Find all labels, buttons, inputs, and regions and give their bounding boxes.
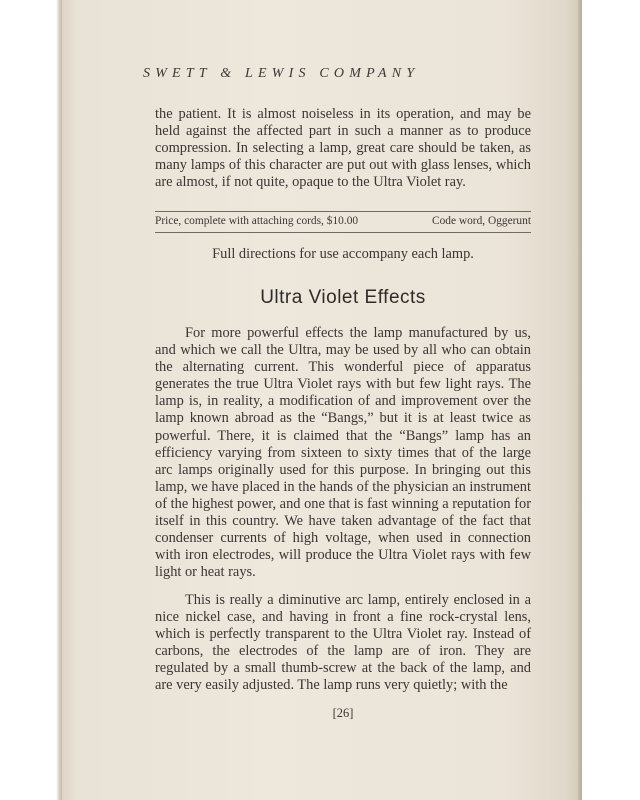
- price-line: Price, complete with attaching cords, $10.00: [155, 215, 359, 227]
- paragraph-arc-lamp: [155, 592, 531, 695]
- price-rule-top: [155, 211, 531, 212]
- running-header: SWETT & LEWIS COMPANY: [143, 66, 420, 81]
- continuation-paragraph: [155, 106, 531, 191]
- paragraph-1-text: For more powerful effects the lamp manufactured by us, and which we call the Ultra, may be used by all who can obtain the alternating current. This wonderful piece of apparatus generates the true Ultra Violet rays with but few light rays. The lamp is, in reality, a modification of and improvement over the lamp known abroad as the “Bangs,” but it is at least twice as powerful. There, it is claimed that the “Bangs” lamp has an efficiency varying from sixteen to sixty times that of the large arc lamps originally used for this purpose. In bringing out this lamp, we have placed in the hands of the physician an instrument of the highest power, and one that is fast winning a reputation for itself in this country. We have taken advantage of the fact that condenser currents of high voltage, when used in connection with iron electrodes, will produce the Ultra Violet rays with few light or heat rays.: [155, 325, 531, 581]
- page-number: [26]: [332, 706, 354, 720]
- scan-background-left: [0, 0, 64, 800]
- page-edge: [578, 0, 582, 800]
- price-row: [155, 215, 531, 227]
- continuation-text: the patient. It is almost noiseless in its operation, and may be held against the affected part in such a manner as to produce compression. In selecting a lamp, great care should be taken, as many lamps of this character are put out with glass lenses, which are almost, if not quite, opaque to the Ultra Violet ray.: [155, 106, 531, 191]
- price-rule-bottom: [155, 232, 531, 233]
- paragraph-ultra-lamp: [155, 325, 531, 581]
- directions-note: Full directions for use accompany each lamp.: [212, 246, 474, 262]
- section-title: Ultra Violet Effects: [260, 287, 426, 308]
- paragraph-2-text: This is really a diminutive arc lamp, entirely enclosed in a nice nickel case, and having in front a fine rock-crystal lens, which is perfectly transparent to the Ultra Violet ray. Instead of carbons, the electrodes of the lamp are of iron. They are regulated by a small thumb-screw at the back of the lamp, and are very easily adjusted. The lamp runs very quietly; with the: [155, 592, 531, 694]
- code-word: Code word, Oggerunt: [431, 215, 531, 227]
